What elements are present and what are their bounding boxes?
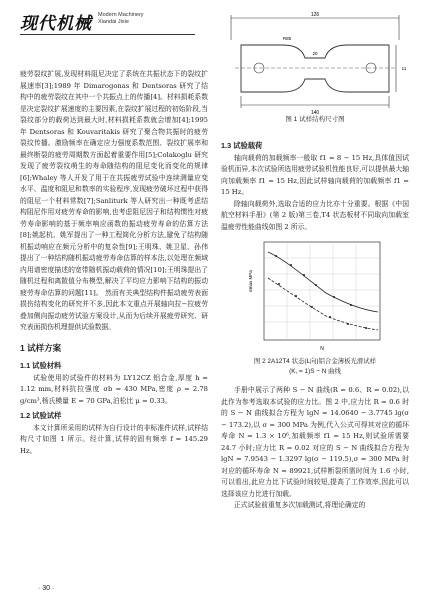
paragraph: 本文计算所采用的试样为自行设计的非标准件试样,试样结构尺寸如图 1 所示。经计算,试样的固有频率 f = 145.29 Hz。 [20, 423, 208, 455]
subsection-heading: 1.3 试验载荷 [221, 141, 263, 150]
dim-width: 140 [310, 110, 320, 116]
paragraph: 试验使用的试验件的材料为 LY12CZ 铝合金,厚度 h = 1.12 mm,材料抗拉强度 σb = 430 MPa,密度 ρ = 2.78 g/cm³,杨氏模量 E = 70 GPa,泊松比 μ = 0.33。 [20, 373, 208, 405]
masthead-rule [20, 34, 195, 35]
paragraph: 轴向载荷的加载频率一般取 f1 = 8 − 15 Hz,具体值因试验机而异,本次试验所选用疲劳试验机性能良好,可以提供最大轴向加载频率 f1 = 15 Hz,因此试样轴向载荷的加载频率 f1 = 15 Hz。 [221, 153, 409, 196]
page-number: · 30 · [38, 585, 55, 592]
sn-curve-chart [246, 238, 386, 355]
section-heading: 1 试样方案 [20, 342, 62, 353]
dim-right: 11 [401, 66, 407, 71]
paragraph: 正式试验前重复多次加载测试,将理论确定的 [234, 501, 366, 509]
subsection-heading: 1.2 试验试样 [20, 411, 62, 420]
chart-ylabel: σmax MPa [248, 270, 253, 292]
left-column [20, 69, 208, 457]
journal-logo [20, 9, 190, 35]
dim-mid: 20 [312, 51, 318, 56]
dim-top: 126 [310, 12, 320, 18]
logo-chinese: 现代机械 [20, 14, 92, 34]
chart-xlabel: N [320, 346, 324, 352]
paragraph: 疲劳裂纹扩展,发现材料阻尼决定了系统在共振状态下的裂纹扩展速率[3];1989 年 Dimarogonas 和 Dentsoras 研究了结构中的疲劳裂纹在其中一个共振点上的传播[4]。材料损耗系数是决定裂纹扩展速度的主要因素,在裂纹扩展过程的初始阶段,当裂纹部分的载荷达到最大时,材料损耗系数就会增加[4];1995 年 Dentsoras 和 Kouvaritakis 研究了聚合物共振时的疲劳裂纹传播。激励频率在确定应力强度系数范围、裂纹扩展率和最终断裂的疲劳周期数方面起着重要作用[5];Colakoglu 研究发现了疲劳裂纹萌生的寿命随结构的阻尼变化而变化的规律[6];Whaley 等人开发了用于在共振疲劳试验中连续测量应变水平、温度和阻尼和数率的实验程序,发现疲劳破坏过程中获得的阻尼一个材料常数[7];Sanliturk 等人研究出一种既考虑结构阻尼作用对疲劳寿命的影响,也考虑阻尼因子和结构惯性对疲劳寿命影响的基于频率响应函数的振动疲劳寿命的估算方法[8];姚起杭、姚军提出了一种工程简化分析方法,避免了结构随机振动响应在频元分析中的复杂性[9];王明珠、姚卫星、孙伟提出了一种结构随机振动疲劳寿命估算的样本法,以处理在频域内用谱密度描述的宽带随机振动载荷的情况[10];王明珠提出了随机过程和离散值分布模型,解决了平均应力影响下结构的振动疲劳寿命估算的问题[11]。 然而有关典型结构件振动疲劳表面损伤结构变化的研究并不多,因此本文重点开展轴向拉−拉疲劳叠加侧向振动疲劳试验方案设计,从而为后续开展疲劳研究、研究表面损伤机理提供试验数据。 [20, 70, 208, 331]
figure2-caption: 图 2 2A12T4 状态(L向)铝合金薄板光滑试样 (K, = 1)S − N 曲线 [253, 358, 377, 375]
paragraph: 手册中展示了两种 S − N 曲线(R = 0.6、R = 0.02),以此作为参考选取本试验的应力比。图 2 中,应力比 R = 0.6 时的 S − N 曲线拟合方程为 lgN = 14.0640 − 3.7745 lg(σ − 173.2),以 σ = 300 MPa 为例,代入公式可得其对应的循环寿命 N = 1.3 × 10⁶,加载频率 f1 = 15 Hz,则试验所需要 24.7 小时;应力比 R = 0.02 对应的 S − N 曲线拟合方程为 lgN = 7.9543 − 1.3297 lg(σ − 119.5),σ = 300 MPa 时对应的循环寿命 N = 89921,试样断裂所需时间为 1.6 小时,可以看出,此应力比下试验时间较短,提高了工作效率,因此可以选择该应力比进行加载。 [221, 386, 409, 498]
dim-left: R85 [282, 36, 292, 41]
logo-english: Modern Machinery Xiandai Jixie [98, 12, 144, 25]
figure1-caption: 图 1 试样结构尺寸图 [285, 116, 345, 123]
subsection-heading: 1.1 试验材料 [20, 361, 62, 370]
paragraph: 除轴向载荷外,选取合适的应力比亦十分重要。根据《中国航空材料手册》(第 2 版)第三卷,T4 状态板材不同取向加载室温疲劳性能曲线如图 2 所示。 [221, 199, 409, 231]
specimen-drawing [221, 10, 409, 122]
